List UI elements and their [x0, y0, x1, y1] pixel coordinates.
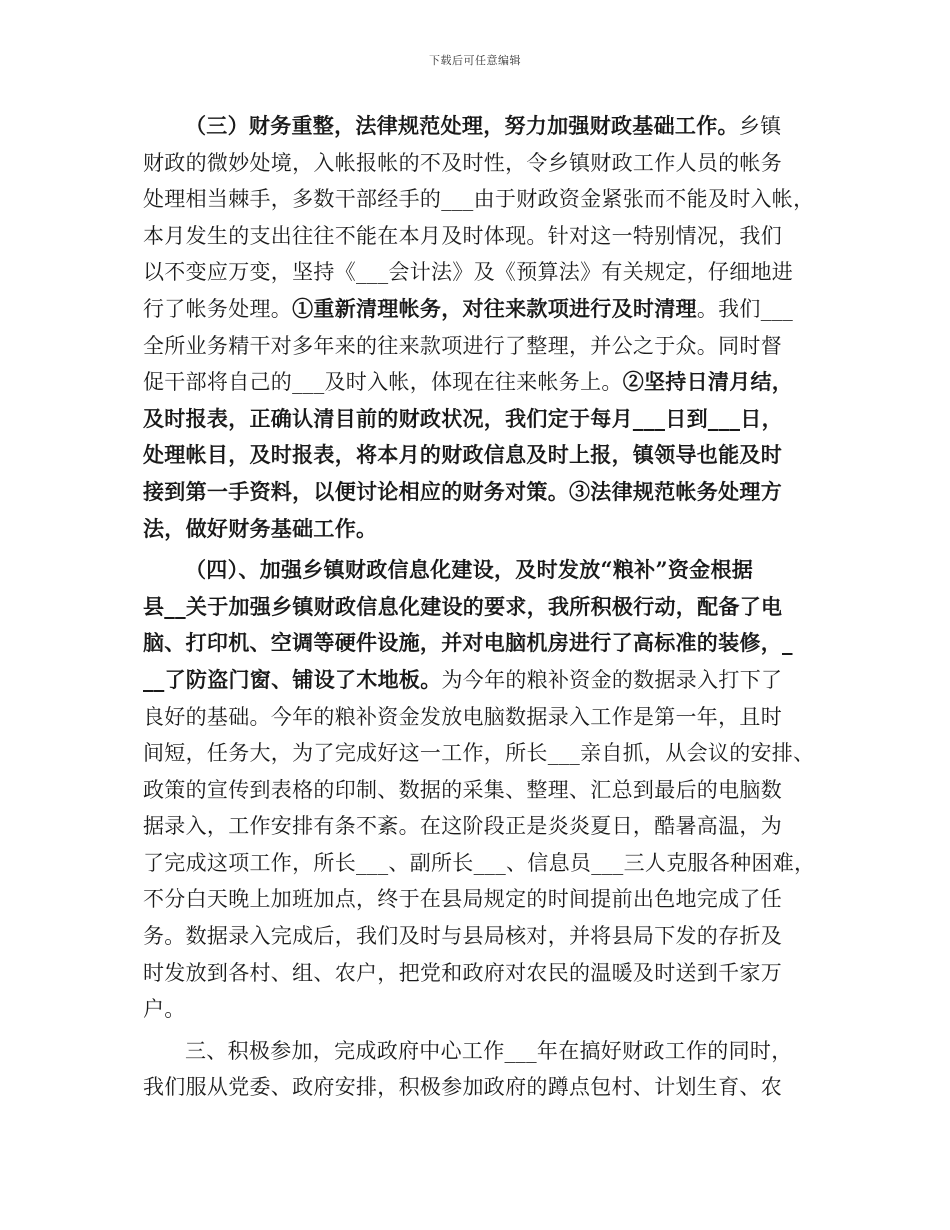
paragraph-line	[143, 918, 827, 955]
text-run: 了完成这项工作，所长___、副所长___、信息员___三人克服各种困难，	[143, 850, 816, 875]
bold-text-run: 法，做好财务基础工作。	[143, 515, 378, 541]
paragraph-line	[143, 625, 827, 662]
paragraph-line	[143, 218, 827, 255]
bold-text-run: （三）财务重整，法律规范处理，努力加强财政基础工作。	[185, 113, 739, 138]
bold-text-run: 及时报表，正确认清目前的财政状况，我们定于每月___日到___日，	[143, 405, 783, 431]
paragraph-line	[143, 881, 827, 918]
text-run: 乡镇	[738, 114, 782, 138]
paragraph-line	[143, 254, 827, 291]
paragraph-line	[143, 955, 827, 992]
document-body	[143, 108, 827, 1106]
text-run: 务。数据录入完成后，我们及时与县局核对，并将县局下发的存折及	[143, 924, 782, 949]
text-run: 良好的基础。今年的粮补资金发放电脑数据录入工作是第一年，且时	[143, 704, 782, 729]
paragraph-line	[143, 437, 827, 474]
paragraph-line	[143, 699, 827, 736]
section-government-work	[143, 1033, 827, 1106]
paragraph-line	[143, 291, 827, 328]
paragraph-line	[143, 401, 827, 438]
text-run: 时发放到各村、组、农户，把党和政府对农民的温暖及时送到千家万	[143, 960, 782, 985]
bold-text-run: （四）、加强乡镇财政信息化建设，及时发放“粮补”资金根据	[185, 557, 754, 583]
text-run: 三、积极参加，完成政府中心工作___年在搞好财政工作的同时，	[185, 1038, 793, 1063]
paragraph-line	[143, 735, 827, 772]
text-run: 为今年的粮补资金的数据录入打下了	[441, 667, 783, 692]
paragraph-line	[143, 328, 827, 365]
bold-text-run: __了防盗门窗、铺设了木地板。	[143, 666, 442, 692]
text-run: 我们服从党委、政府安排，积极参加政府的蹲点包村、计划生育、农	[143, 1075, 782, 1100]
paragraph-line	[143, 552, 827, 589]
section-informatization	[143, 552, 827, 1028]
paragraph-line	[143, 474, 827, 511]
page-header: 下载后可任意编辑	[429, 54, 521, 67]
paragraph-line	[143, 108, 827, 145]
section-finance-reorganization	[143, 108, 827, 547]
text-run: 本月发生的支出往往不能在本月及时体现。针对这一特别情况，我们	[143, 223, 782, 248]
text-run: 据录入，工作安排有条不紊。在这阶段正是炎炎夏日，酷暑高温，为	[143, 814, 782, 839]
paragraph-line	[143, 145, 827, 182]
text-run: 间短，任务大，为了完成好这一工作，所长___亲自抓，从会议的安排、	[143, 741, 815, 766]
paragraph-line	[143, 1033, 827, 1070]
paragraph-line	[143, 845, 827, 882]
bold-text-run: ①重新清理帐务，对往来款项进行及时清理	[292, 295, 697, 321]
text-run: 促干部将自己的___及时入帐，体现在往来帐务上。	[143, 370, 623, 395]
paragraph-line	[143, 589, 827, 626]
bold-text-run: 县__关于加强乡镇财政信息化建设的要求，我所积极行动，配备了电	[143, 593, 783, 619]
paragraph-line	[143, 991, 827, 1028]
bold-text-run: 处理帐目，及时报表，将本月的财政信息及时上报，镇领导也能及时	[143, 442, 782, 468]
text-run: 政策的宣传到表格的印制、数据的采集、整理、汇总到最后的电脑数	[143, 777, 782, 802]
bold-text-run: 接到第一手资料，以便讨论相应的财务对策。③法律规范帐务处理方	[143, 478, 782, 504]
text-run: 不分白天晚上加班加点，终于在县局规定的时间提前出色地完成了任	[143, 887, 782, 912]
paragraph-line	[143, 181, 827, 218]
text-run: 处理相当棘手，多数干部经手的___由于财政资金紧张而不能及时入帐，	[143, 187, 815, 212]
text-run: 户。	[143, 997, 186, 1022]
paragraph-line	[143, 364, 827, 401]
paragraph-line	[143, 808, 827, 845]
paragraph-line	[143, 1069, 827, 1106]
text-run: 。我们___	[696, 296, 794, 321]
bold-text-run: 脑、打印机、空调等硬件设施，并对电脑机房进行了高标准的装修，_	[143, 630, 793, 656]
text-run: 行了帐务处理。	[143, 296, 293, 321]
bold-text-run: ②坚持日清月结，	[622, 369, 794, 395]
text-run: 财政的微妙处境，入帐报帐的不及时性，令乡镇财政工作人员的帐务	[143, 150, 782, 175]
text-run: 全所业务精干对多年来的往来款项进行了整理，并公之于众。同时督	[143, 333, 782, 358]
text-run: 以不变应万变，坚持《___会计法》及《预算法》有关规定，仔细地进	[143, 260, 794, 285]
paragraph-line	[143, 772, 827, 809]
paragraph-line	[143, 662, 827, 699]
paragraph-line	[143, 511, 827, 548]
